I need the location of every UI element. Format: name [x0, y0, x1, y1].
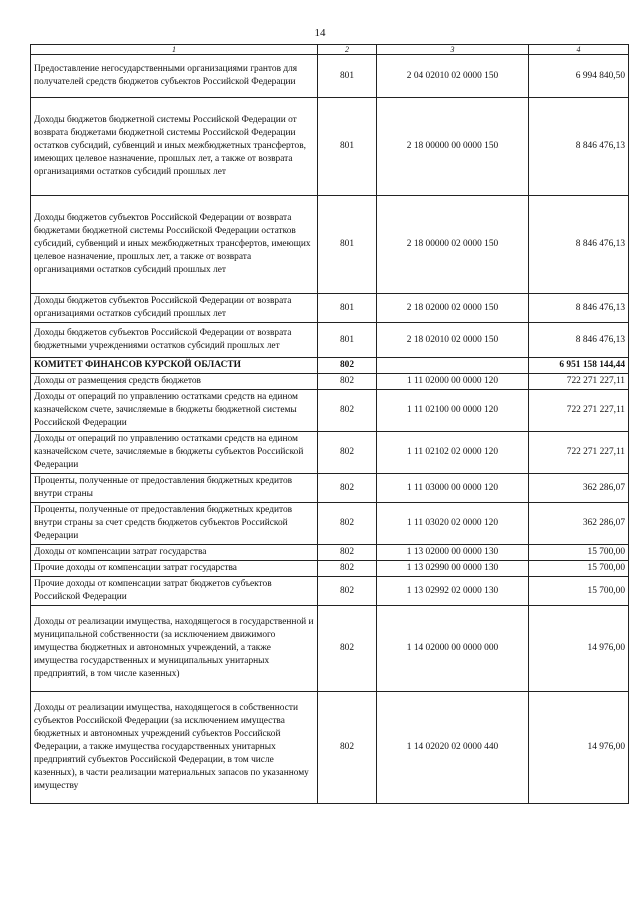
table-row [31, 390, 629, 432]
classification-code-cell: 2 18 00000 02 0000 150 [377, 196, 529, 294]
classification-code-cell [377, 358, 529, 374]
table-row [31, 432, 629, 474]
amount-cell: 8 846 476,13 [529, 98, 629, 196]
administrator-code-cell: 802 [318, 561, 377, 577]
administrator-code-cell: 801 [318, 55, 377, 98]
amount-cell: 8 846 476,13 [529, 323, 629, 358]
table-row [31, 374, 629, 390]
amount-cell: 15 700,00 [529, 561, 629, 577]
administrator-code-cell: 801 [318, 294, 377, 323]
administrator-code-cell: 802 [318, 545, 377, 561]
administrator-code-cell: 801 [318, 323, 377, 358]
classification-code-cell: 1 11 02100 00 0000 120 [377, 390, 529, 432]
table-row [31, 561, 629, 577]
revenue-name-cell: КОМИТЕТ ФИНАНСОВ КУРСКОЙ ОБЛАСТИ [31, 358, 318, 374]
classification-code-cell: 2 04 02010 02 0000 150 [377, 55, 529, 98]
administrator-code-cell: 802 [318, 503, 377, 545]
administrator-code-cell: 802 [318, 358, 377, 374]
table-row [31, 606, 629, 692]
revenue-name-cell: Доходы от реализации имущества, находящегося в государственной и муниципальной собственности (за исключением движимого имущества бюджетных и автономных учреждений, а также имущества государственных и муниципальных унитарных предприятий, в том числе казенных) [31, 606, 318, 692]
table-row [31, 323, 629, 358]
classification-code-cell: 1 11 03000 00 0000 120 [377, 474, 529, 503]
administrator-code-cell: 802 [318, 374, 377, 390]
amount-cell: 15 700,00 [529, 545, 629, 561]
column-number-4: 4 [529, 45, 629, 55]
classification-code-cell: 1 14 02020 02 0000 440 [377, 692, 529, 804]
column-number-1: 1 [31, 45, 318, 55]
classification-code-cell: 1 14 02000 00 0000 000 [377, 606, 529, 692]
amount-cell: 8 846 476,13 [529, 196, 629, 294]
administrator-code-cell: 801 [318, 98, 377, 196]
classification-code-cell: 2 18 02010 02 0000 150 [377, 323, 529, 358]
revenue-name-cell: Проценты, полученные от предоставления бюджетных кредитов внутри страны [31, 474, 318, 503]
amount-cell: 362 286,07 [529, 503, 629, 545]
revenue-name-cell: Доходы от операций по управлению остатками средств на едином казначейском счете, зачисляемые в бюджеты субъектов Российской Федерации [31, 432, 318, 474]
table-row [31, 196, 629, 294]
administrator-code-cell: 802 [318, 692, 377, 804]
administrator-code-cell: 801 [318, 196, 377, 294]
revenue-name-cell: Доходы бюджетов субъектов Российской Федерации от возврата бюджетами бюджетной системы Российской Федерации остатков субсидий, субвенций и иных межбюджетных трансфертов, имеющих целевое назначение, прошлых лет, а также от возврата организациями остатков субсидий прошлых лет [31, 196, 318, 294]
administrator-code-cell: 802 [318, 390, 377, 432]
column-number-2: 2 [318, 45, 377, 55]
column-number-row [31, 45, 629, 55]
revenue-name-cell: Доходы бюджетов бюджетной системы Российской Федерации от возврата бюджетами бюджетной системы Российской Федерации остатков субсидий, субвенций и иных межбюджетных трансфертов, имеющих целевое назначение, прошлых лет, а также от возврата организациями остатков субсидий прошлых лет [31, 98, 318, 196]
amount-cell: 362 286,07 [529, 474, 629, 503]
table-row [31, 55, 629, 98]
revenue-name-cell: Доходы от размещения средств бюджетов [31, 374, 318, 390]
table-row [31, 545, 629, 561]
table-row [31, 474, 629, 503]
table-row [31, 503, 629, 545]
amount-cell: 6 994 840,50 [529, 55, 629, 98]
amount-cell: 14 976,00 [529, 606, 629, 692]
amount-cell: 722 271 227,11 [529, 374, 629, 390]
table-body [31, 55, 629, 804]
amount-cell: 6 951 158 144,44 [529, 358, 629, 374]
revenue-name-cell: Доходы от компенсации затрат государства [31, 545, 318, 561]
table-row [31, 358, 629, 374]
administrator-code-cell: 802 [318, 474, 377, 503]
classification-code-cell: 1 11 02000 00 0000 120 [377, 374, 529, 390]
revenue-name-cell: Доходы бюджетов субъектов Российской Федерации от возврата организациями остатков субсидий прошлых лет [31, 294, 318, 323]
amount-cell: 8 846 476,13 [529, 294, 629, 323]
table-row [31, 692, 629, 804]
revenue-name-cell: Доходы от операций по управлению остатками средств на едином казначейском счете, зачисляемые в бюджеты бюджетной системы Российской Федерации [31, 390, 318, 432]
amount-cell: 15 700,00 [529, 577, 629, 606]
revenue-name-cell: Прочие доходы от компенсации затрат бюджетов субъектов Российской Федерации [31, 577, 318, 606]
administrator-code-cell: 802 [318, 432, 377, 474]
table-row [31, 294, 629, 323]
amount-cell: 722 271 227,11 [529, 432, 629, 474]
column-number-3: 3 [377, 45, 529, 55]
revenue-name-cell: Доходы от реализации имущества, находящегося в собственности субъектов Российской Федерации (за исключением имущества бюджетных и автономных учреждений субъектов Российской Федерации, а также имущества государственных унитарных предприятий субъектов Российской Федерации, в том числе казенных), в части реализации материальных запасов по указанному имуществу [31, 692, 318, 804]
revenue-table [30, 44, 629, 804]
classification-code-cell: 1 13 02992 02 0000 130 [377, 577, 529, 606]
page-number: 14 [314, 27, 326, 39]
administrator-code-cell: 802 [318, 606, 377, 692]
classification-code-cell: 1 11 03020 02 0000 120 [377, 503, 529, 545]
administrator-code-cell: 802 [318, 577, 377, 606]
table-row [31, 98, 629, 196]
table-row [31, 577, 629, 606]
classification-code-cell: 2 18 00000 00 0000 150 [377, 98, 529, 196]
revenue-name-cell: Доходы бюджетов субъектов Российской Федерации от возврата бюджетными учреждениями остатков субсидий прошлых лет [31, 323, 318, 358]
amount-cell: 14 976,00 [529, 692, 629, 804]
classification-code-cell: 1 11 02102 02 0000 120 [377, 432, 529, 474]
amount-cell: 722 271 227,11 [529, 390, 629, 432]
classification-code-cell: 1 13 02000 00 0000 130 [377, 545, 529, 561]
classification-code-cell: 2 18 02000 02 0000 150 [377, 294, 529, 323]
classification-code-cell: 1 13 02990 00 0000 130 [377, 561, 529, 577]
revenue-name-cell: Предоставление негосударственными организациями грантов для получателей средств бюджетов субъектов Российской Федерации [31, 55, 318, 98]
revenue-name-cell: Прочие доходы от компенсации затрат государства [31, 561, 318, 577]
revenue-name-cell: Проценты, полученные от предоставления бюджетных кредитов внутри страны за счет средств бюджетов субъектов Российской Федерации [31, 503, 318, 545]
